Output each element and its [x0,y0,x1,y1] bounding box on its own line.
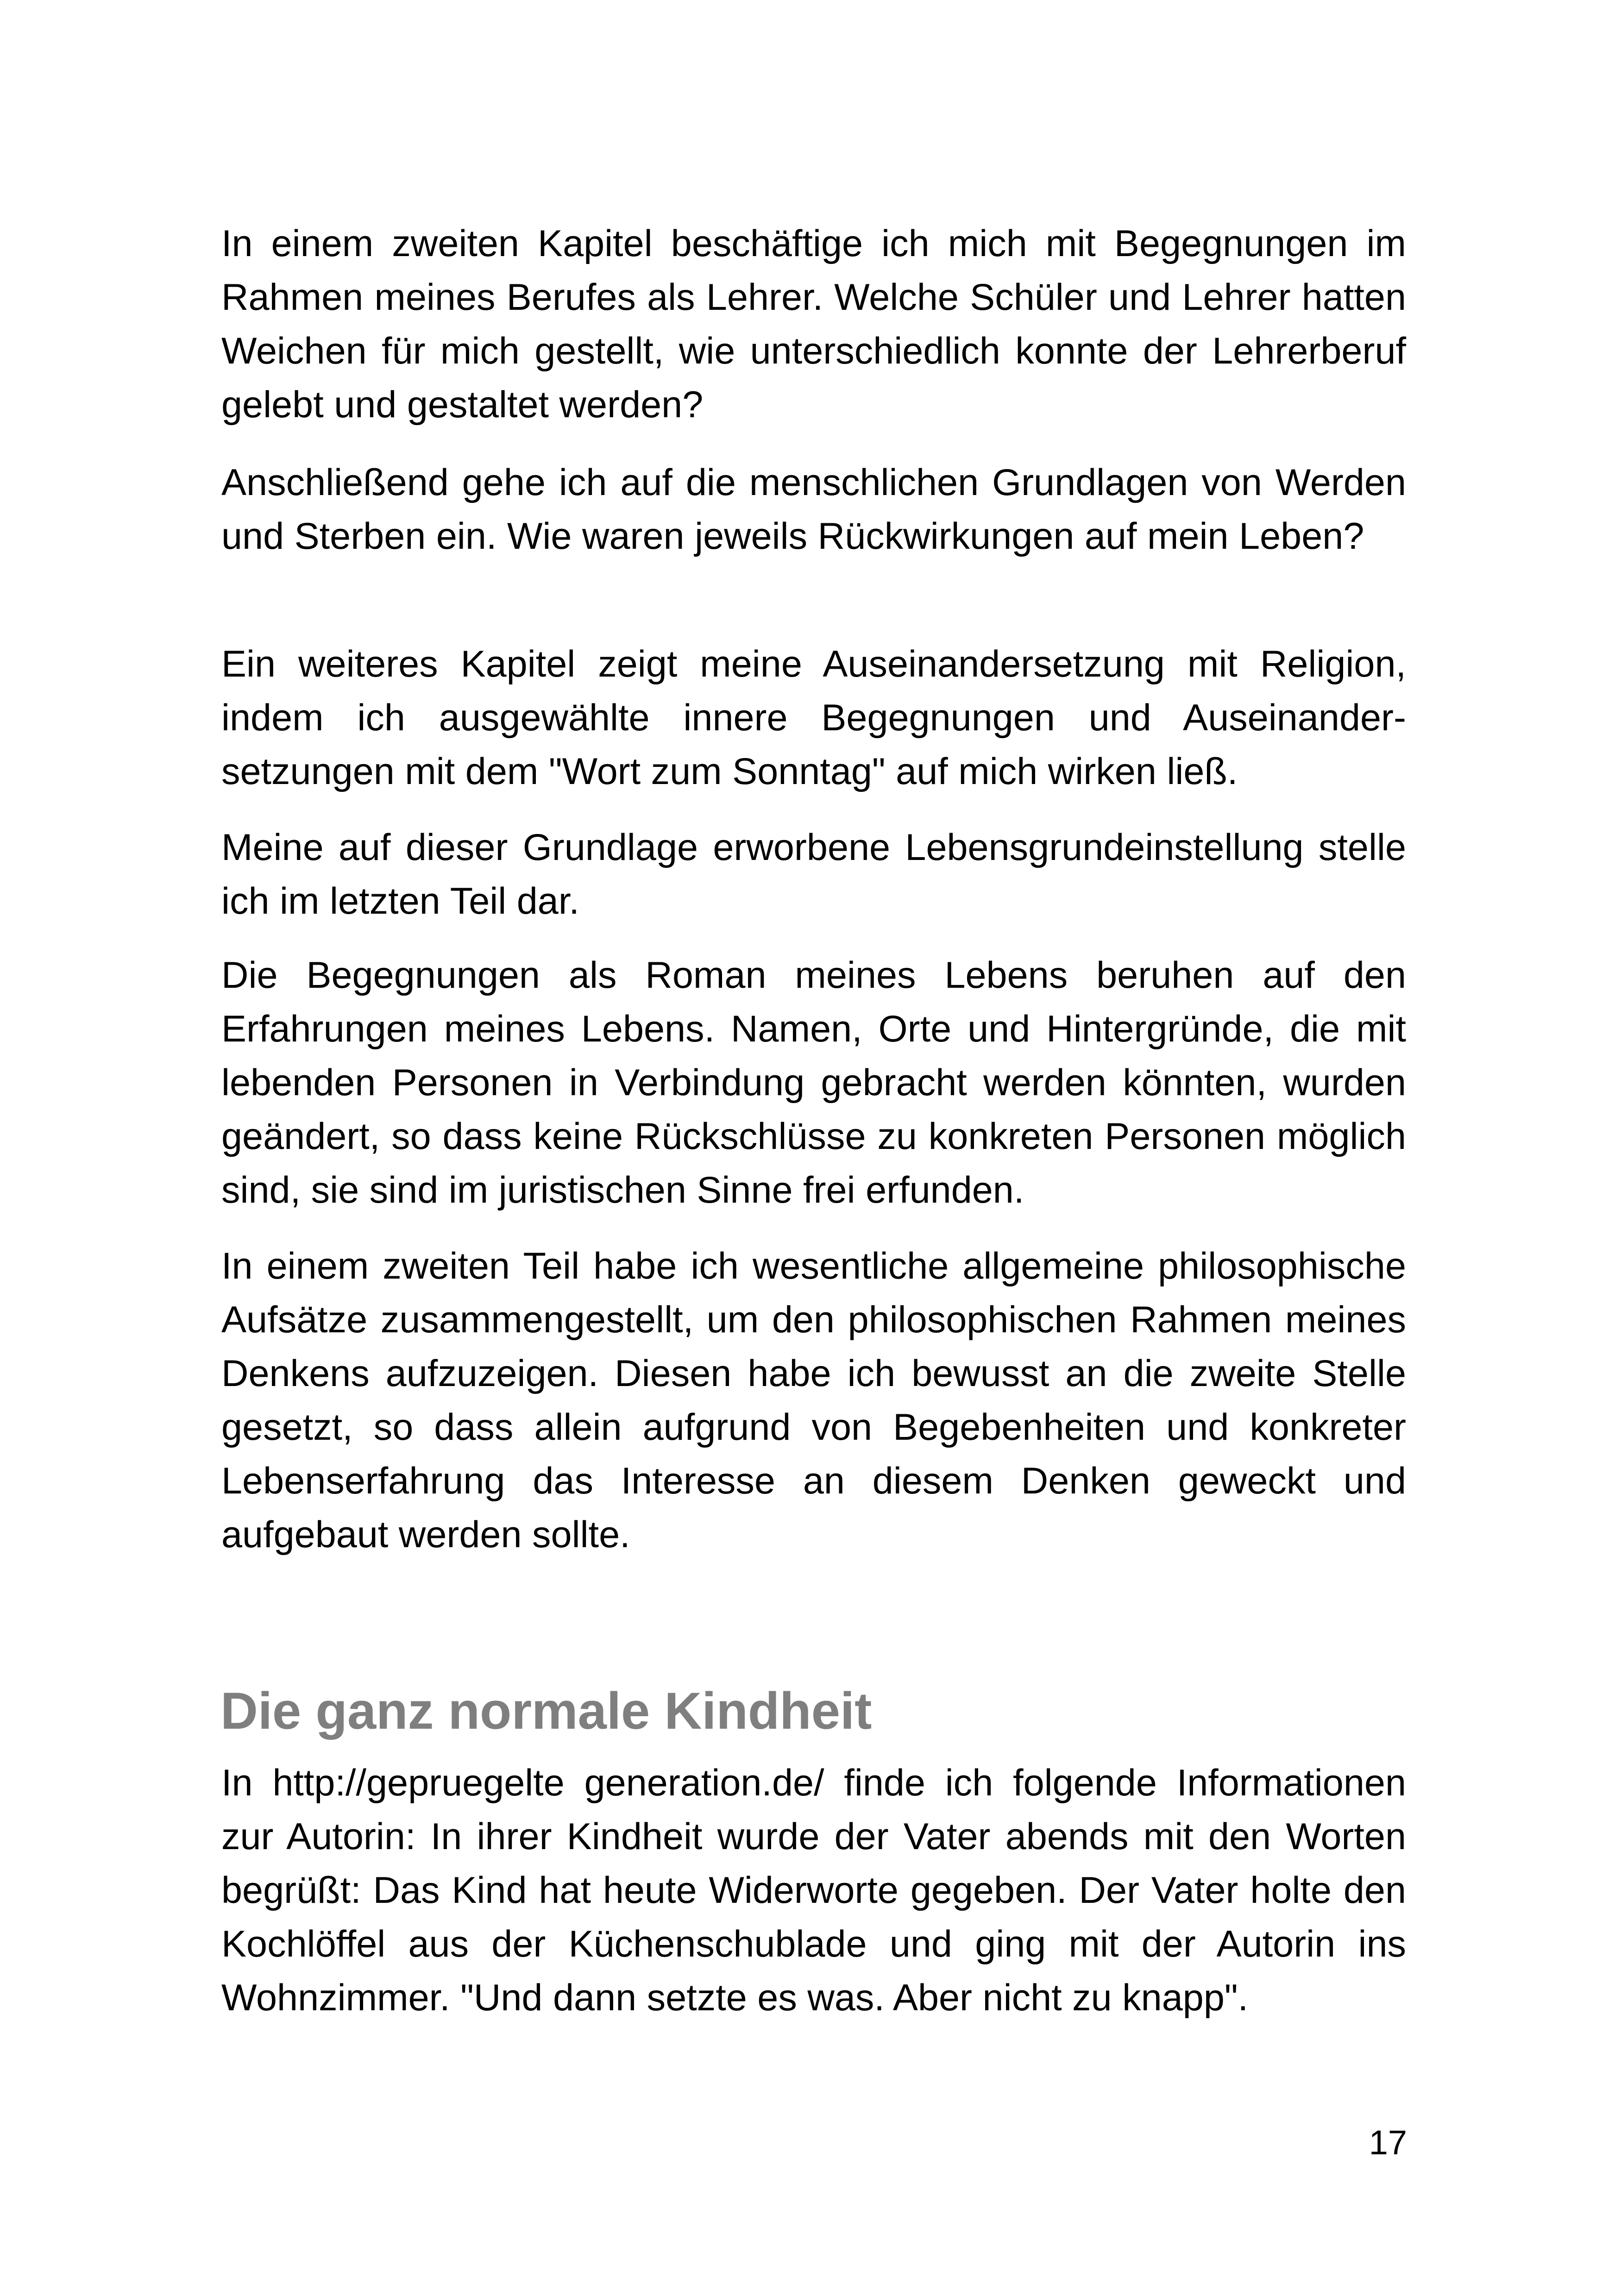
page-number: 17 [1369,2123,1407,2162]
paragraph-philosophical-essays: In einem zweiten Teil habe ich wesentliche allgemeine philosophische Aufsätze zusammengestellt, um den philosophischen Rahmen meines Denkens aufzuzeigen. Diesen habe ich bewusst an die zweite Stelle gesetzt, so dass allein aufgrund von Begebenheiten und konkreter Lebenserfahrung das Interesse an diesem Denken geweckt und aufgebaut werden sollte. [221,1245,1406,1556]
paragraph-novel-disclaimer: Die Begegnungen als Roman meines Lebens beruhen auf den Erfahrungen meines Lebens. Namen, Orte und Hintergründe, die mit lebenden Personen in Verbindung gebracht werden könnten, wurden geändert, so dass keine Rückschlüsse zu konkreten Personen möglich sind, sie sind im juristischen Sinne frei erfunden. [221,954,1406,1211]
paragraph-attitude-last-part: Meine auf dieser Grundlage erworbene Lebensgrundeinstellung stelle ich im letzten Teil dar. [221,827,1406,922]
paragraph-human-foundations: Anschließend gehe ich auf die menschlichen Grundlagen von Werden und Sterben ein. Wie waren jeweils Rückwirkungen auf mein Leben? [221,462,1406,557]
paragraph-childhood: In http://gepruegelte generation.de/ finde ich folgende Informationen zur Autorin: In ihrer Kindheit wurde der Vater abends mit den Worten begrüßt: Das Kind hat heute Widerworte gegeben. Der Vater holte den Kochlöffel aus der Küchenschublade und ging mit der Autorin ins Wohnzimmer. "Und dann setzte es was. Aber nicht zu knapp". [221,1762,1406,2019]
paragraph-religion-chapter: Ein weiteres Kapitel zeigt meine Auseinandersetzung mit Religion, indem ich ausgewählte innere Begegnungen und Auseinandersetzungen mit dem "Wort zum Sonntag" auf mich wirken ließ. [221,643,1406,792]
paragraph-second-chapter: In einem zweiten Kapitel beschäftige ich mich mit Begegnungen im Rahmen meines Berufes als Lehrer. Welche Schüler und Lehrer hatten Weichen für mich gestellt, wie unterschiedlich konnte der Lehrerberuf gelebt und gestaltet werden? [221,223,1406,426]
section-heading: Die ganz normale Kindheit [220,1682,872,1740]
